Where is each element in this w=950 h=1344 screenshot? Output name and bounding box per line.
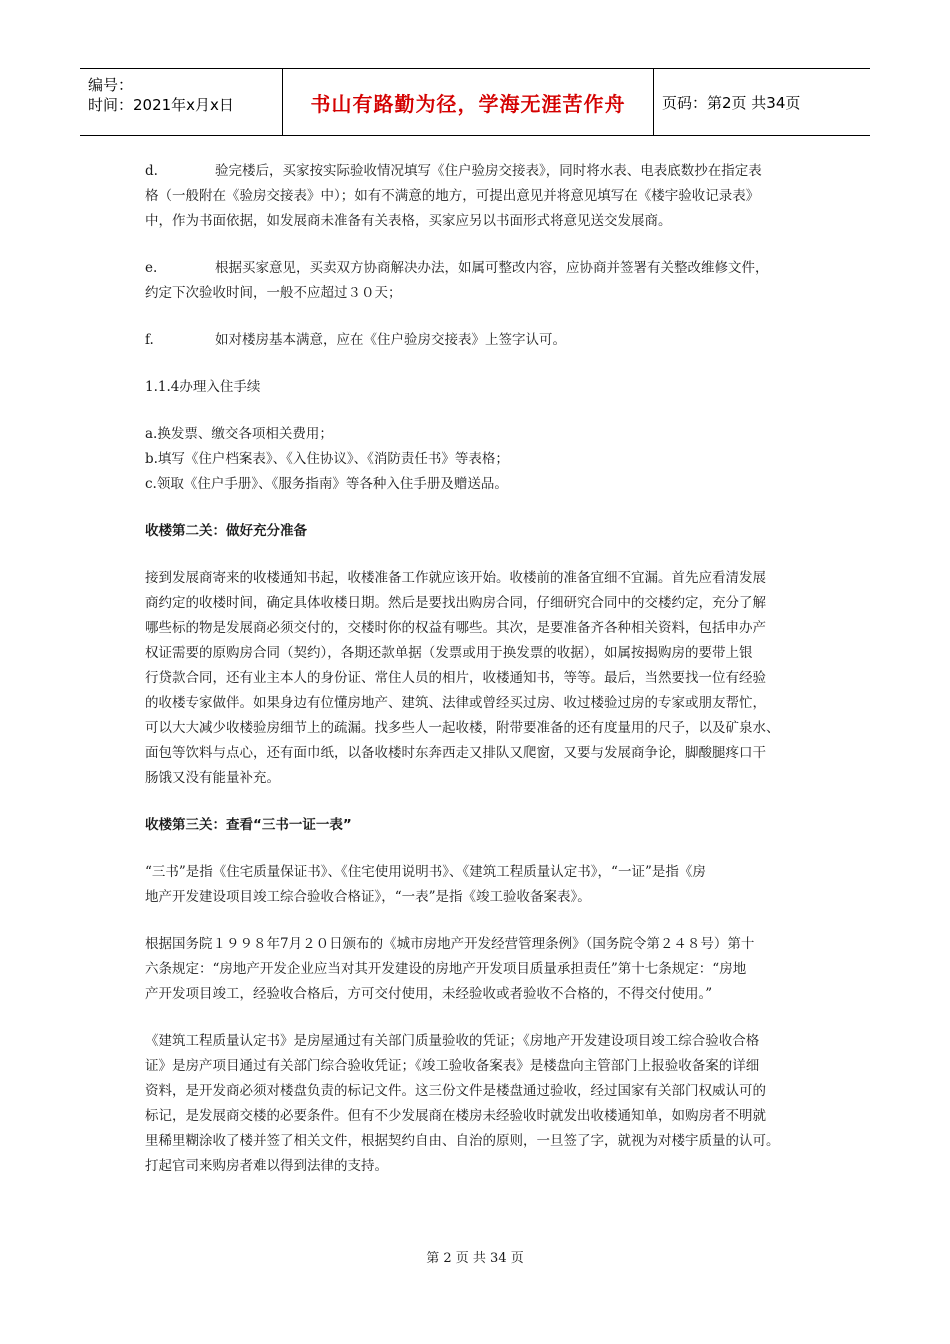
item-text-line: 如对楼房基本满意，应在《住户验房交接表》上签字认可。 <box>215 332 566 348</box>
section-title-1-1-4: 1.1.4办理入住手续 <box>145 379 261 395</box>
paragraph-regulation <box>145 932 805 1007</box>
page-header <box>80 68 870 136</box>
list-item-f <box>145 328 805 353</box>
text-line: 产开发项目竣工，经验收合格后，方可交付使用，未经验收或者验收不合格的，不得交付使用。” <box>145 986 713 1002</box>
text-line: 接到发展商寄来的收楼通知书起，收楼准备工作就应该开始。收楼前的准备宜细不宜漏。首先应看清发展 <box>145 570 766 586</box>
text-line: 肠饿又没有能量补充。 <box>145 770 280 786</box>
paragraph-documents <box>145 1029 805 1179</box>
paragraph-preparation <box>145 566 805 791</box>
step-item: b.填写《住户档案表》、《入住协议》、《消防责任书》等表格； <box>145 451 509 467</box>
text-line: 商约定的收楼时间，确定具体收楼日期。然后是要找出购房合同，仔细研究合同中的交楼约定，充分了解 <box>145 595 766 611</box>
item-text-line: 格（一般附在《验房交接表》中）；如有不满意的地方，可提出意见并将意见填写在《楼宇验收记录表》 <box>145 188 760 204</box>
text-line: 资料，是开发商必须对楼盘负责的标记文件。这三份文件是楼盘通过验收，经过国家有关部门权威认可的 <box>145 1083 766 1099</box>
text-line: 面包等饮料与点心，还有面巾纸，以备收楼时东奔西走又排队又爬窗，又要与发展商争论，脚酸腿疼口干 <box>145 745 766 761</box>
text-line: “三书”是指《住宅质量保证书》、《住宅使用说明书》、《建筑工程质量认定书》，“一证”是指《房 <box>145 864 706 880</box>
text-line: 标记，是发展商交楼的必要条件。但有不少发展商在楼房未经验收时就发出收楼通知单，如购房者不明就 <box>145 1108 766 1124</box>
paragraph-three-books <box>145 860 805 910</box>
text-line: 哪些标的物是发展商必须交付的，交楼时你的权益有哪些。其次，是要准备齐各种相关资料，包括申办产 <box>145 620 766 636</box>
header-slogan: 书山有路勤为径，学海无涯苦作舟 <box>282 69 654 135</box>
text-line: 可以大大减少收楼验房细节上的疏漏。找多些人一起收楼，附带要准备的还有度量用的尺子，以及矿泉水、 <box>145 720 780 736</box>
text-line: 证》是房产项目通过有关部门综合验收凭证；《竣工验收备案表》是楼盘向主管部门上报验收备案的详细 <box>145 1058 760 1074</box>
step-item: c.领取《住户手册》、《服务指南》等各种入住手册及赠送品。 <box>145 476 508 492</box>
header-meta <box>80 69 282 135</box>
header-page-info: 页码：第2页 共34页 <box>662 93 801 112</box>
text-line: 根据国务院１９９８年7月２０日颁布的《城市房地产开发经营管理条例》（国务院令第２４８号）第十 <box>145 936 755 952</box>
item-label: e. <box>145 260 158 276</box>
list-item-d <box>145 159 805 184</box>
text-line: 的收楼专家做伴。如果身边有位懂房地产、建筑、法律或曾经买过房、收过楼验过房的专家或朋友帮忙， <box>145 695 766 711</box>
text-line: 行贷款合同，还有业主本人的身份证、常住人员的相片，收楼通知书，等等。最后，当然要找一位有经验 <box>145 670 766 686</box>
document-body <box>145 159 805 1179</box>
heading-stage-two: 收楼第二关：做好充分准备 <box>145 523 307 539</box>
document-number-label: 编号： <box>88 76 134 94</box>
item-text-line: 中，作为书面依据，如发展商未准备有关表格，买家应另以书面形式将意见送交发展商。 <box>145 213 672 229</box>
text-line: 里稀里糊涂收了楼并签了相关文件，根据契约自由、自治的原则，一旦签了字，就视为对楼宇质量的认可。 <box>145 1133 780 1149</box>
text-line: 《建筑工程质量认定书》是房屋通过有关部门质量验收的凭证；《房地产开发建设项目竣工综合验收合格 <box>145 1033 760 1049</box>
list-item-e <box>145 256 805 281</box>
item-text-line: 约定下次验收时间，一般不应超过３０天； <box>145 285 402 301</box>
item-text-line: 验完楼后，买家按实际验收情况填写《住户验房交接表》，同时将水表、电表底数抄在指定表 <box>215 163 762 179</box>
item-text-line: 根据买家意见，买卖双方协商解决办法，如属可整改内容，应协商并签署有关整改维修文件， <box>215 260 769 276</box>
heading-stage-three: 收楼第三关：查看“三书一证一表” <box>145 817 352 833</box>
page-footer: 第 2 页 共 34 页 <box>426 1251 524 1266</box>
item-label: d. <box>145 163 158 179</box>
text-line: 权证需要的原购房合同（契约），各期还款单据（发票或用于换发票的收据），如属按揭购房的要带上银 <box>145 645 753 661</box>
step-item: a.换发票、缴交各项相关费用； <box>145 426 333 442</box>
text-line: 打起官司来购房者难以得到法律的支持。 <box>145 1158 388 1174</box>
document-time: 时间：2021年x月x日 <box>88 96 234 114</box>
text-line: 六条规定：“房地产开发企业应当对其开发建设的房地产开发项目质量承担责任”第十七条规定：“房地 <box>145 961 747 977</box>
item-label: f. <box>145 332 154 348</box>
text-line: 地产开发建设项目竣工综合验收合格证》，“一表”是指《竣工验收备案表》。 <box>145 889 591 905</box>
